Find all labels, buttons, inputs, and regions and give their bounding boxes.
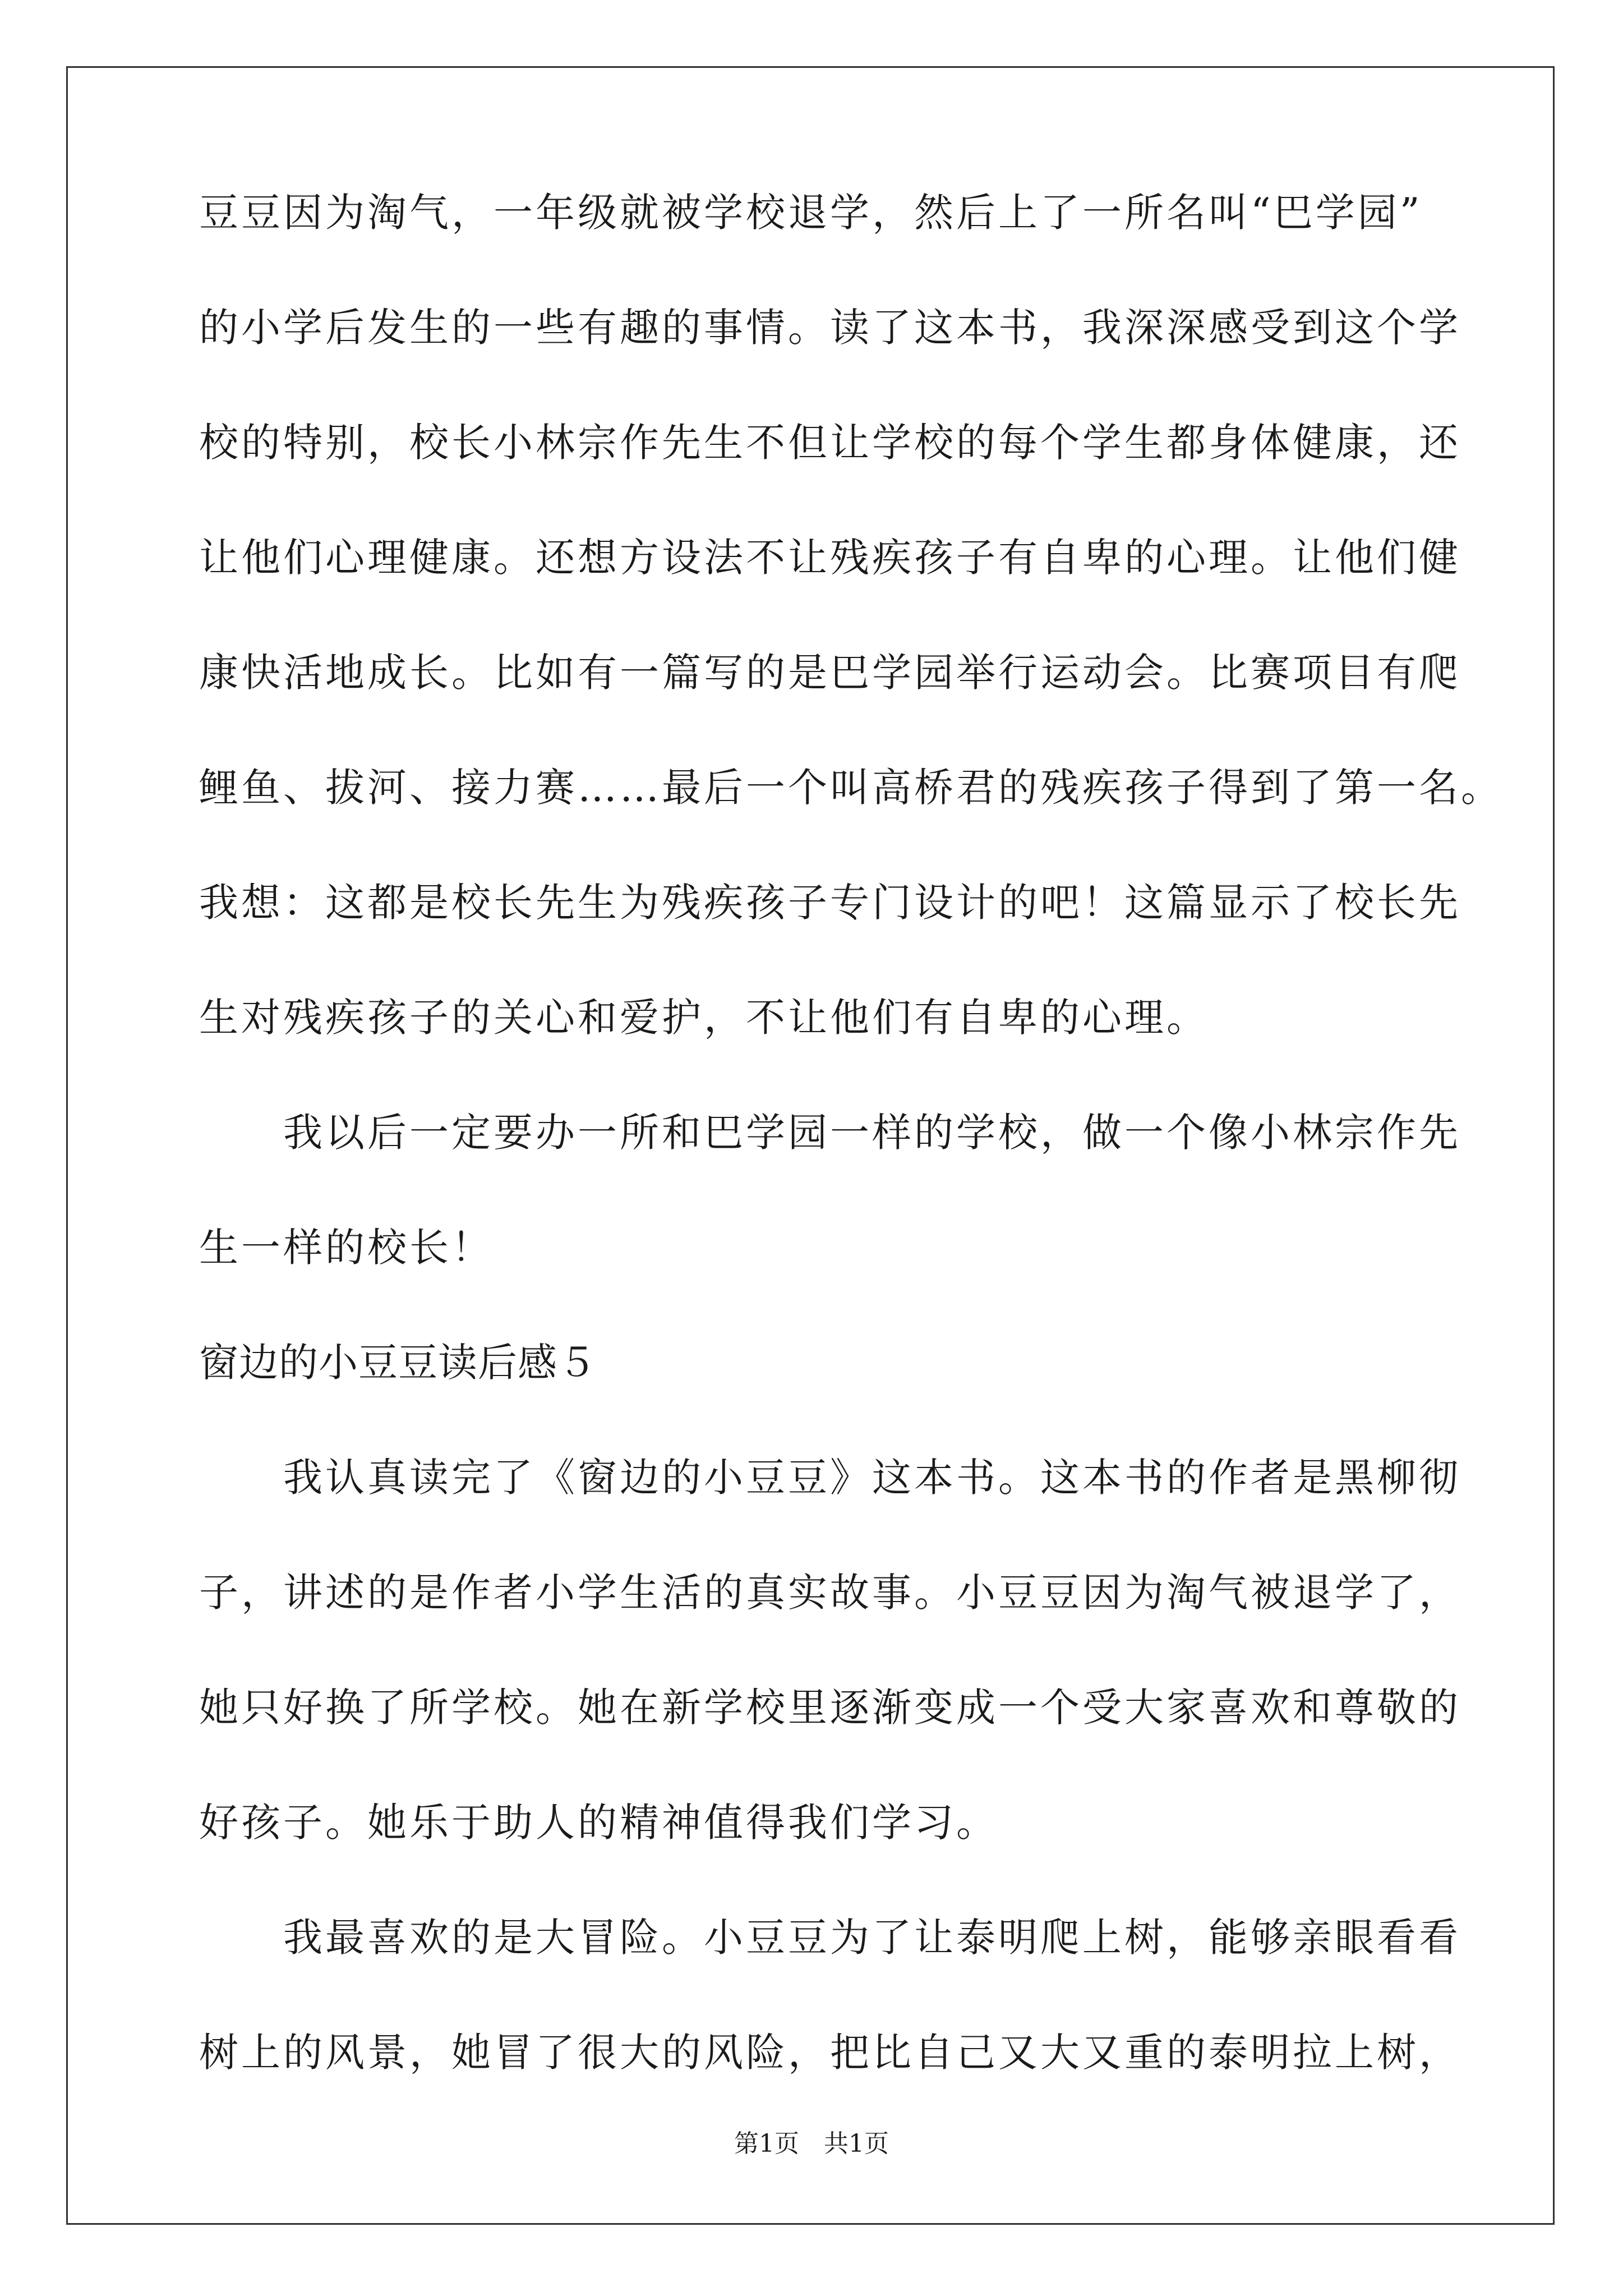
text-line: 豆豆因为淘气，一年级就被学校退学，然后上了一所名叫“巴学园” xyxy=(199,190,1423,236)
text-line: 子，讲述的是作者小学生活的真实故事。小豆豆因为淘气被退学了， xyxy=(199,1570,1461,1616)
text-line: 我最喜欢的是大冒险。小豆豆为了让泰明爬上树，能够亲眼看看 xyxy=(199,1915,1461,1961)
text-line: 校的特别，校长小林宗作先生不但让学校的每个学生都身体健康，还 xyxy=(199,420,1461,466)
document-body xyxy=(199,190,1503,2148)
text-line: 的小学后发生的一些有趣的事情。读了这本书，我深深感受到这个学 xyxy=(199,305,1461,351)
text-line: 生对残疾孩子的关心和爱护，不让他们有自卑的心理。 xyxy=(199,995,1209,1041)
section-heading: 窗边的小豆豆读后感５ xyxy=(199,1340,597,1386)
text-line: 我认真读完了《窗边的小豆豆》这本书。这本书的作者是黑柳彻 xyxy=(199,1455,1461,1501)
text-line: 树上的风景，她冒了很大的风险，把比自己又大又重的泰明拉上树， xyxy=(199,2030,1461,2076)
text-line: 我以后一定要办一所和巴学园一样的学校，做一个像小林宗作先 xyxy=(199,1110,1461,1156)
page-footer: 第1页 共1页 xyxy=(734,2129,889,2158)
text-line: 康快活地成长。比如有一篇写的是巴学园举行运动会。比赛项目有爬 xyxy=(199,650,1461,696)
text-line: 好孩子。她乐于助人的精神值得我们学习。 xyxy=(199,1800,998,1846)
text-line: 鲤鱼、拔河、接力赛……最后一个叫高桥君的残疾孩子得到了第一名。 xyxy=(199,765,1503,811)
text-line: 她只好换了所学校。她在新学校里逐渐变成一个受大家喜欢和尊敬的 xyxy=(199,1685,1461,1731)
text-line: 让他们心理健康。还想方设法不让残疾孩子有自卑的心理。让他们健 xyxy=(199,535,1461,581)
text-line: 我想：这都是校长先生为残疾孩子专门设计的吧！这篇显示了校长先 xyxy=(199,880,1461,926)
text-line: 生一样的校长！ xyxy=(199,1225,494,1271)
